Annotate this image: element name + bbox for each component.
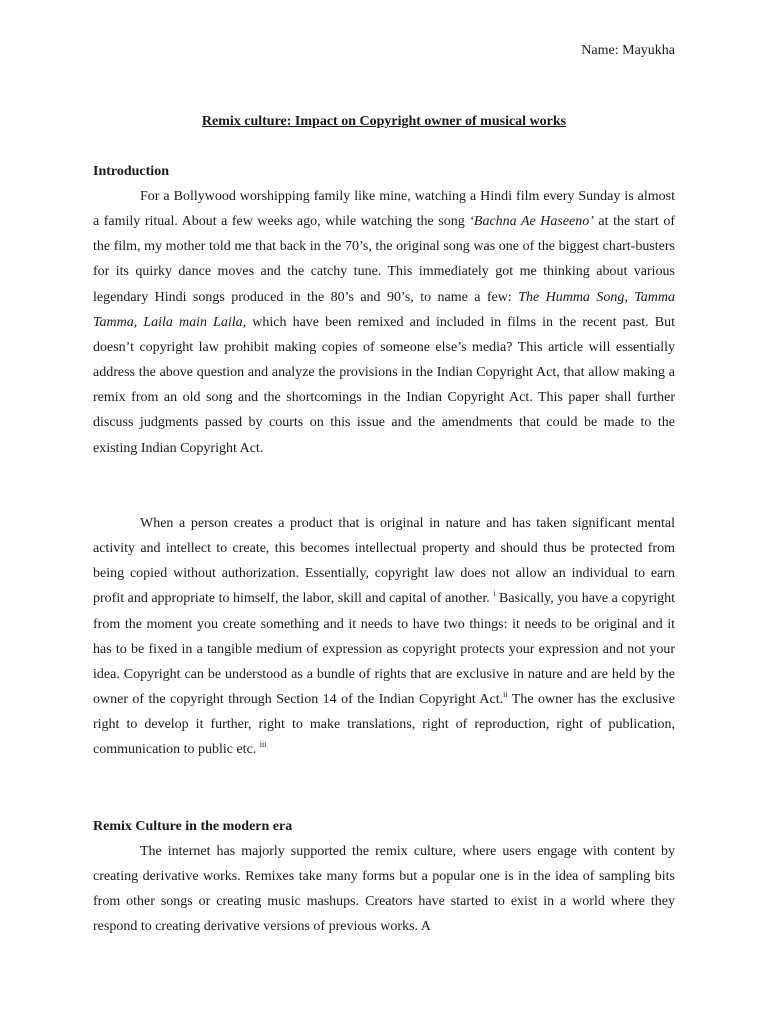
paragraph-text: For a Bollywood worshipping family like mine, watching a Hindi film every Sunday is almost a family ritual. About a few weeks ago, while watching the song [93, 189, 675, 230]
paragraph-text: Basically, you have a copyright from the moment you create something and it needs to have two things: it needs to be original and it has to be fixed in a tangible medium of expression as copyright protects your expression and not your idea. Copyright can be understood as a bundle of rights that are exclusive in nature and are held by the owner of the copyright through Section 14 of the Indian Copyright Act. [93, 591, 676, 708]
paragraph-text: The owner has the exclusive right to develop it further, right to make translations, right of reproduction, right of publication, communication to public etc. [93, 692, 675, 758]
song-list: The Humma Song, Tamma Tamma, Laila main Laila [93, 289, 675, 330]
paragraph-introduction-2 [93, 511, 675, 763]
paragraph-text: , which have been remixed and included in films in the recent past. But doesn’t copyright law prohibit making copies of someone else’s media? This article will essentially address the above question and analyze the provisions in the Indian Copyright Act, that allow making a remix from an old song and the shortcomings in the Indian Copyright Act. This paper shall further discuss judgments passed by courts on this issue and the amendments that could be made to the existing Indian Copyright Act. [93, 314, 675, 456]
footnote-marker[interactable]: iii [259, 740, 267, 750]
paragraph-remix-culture-1: The internet has majorly supported the remix culture, where users engage with content by creating derivative works. Remixes take many forms but a popular one is in the idea of sampling bits from other songs or creating music mashups. Creators have started to exist in a world where they respond to creating derivative versions of previous works. A [93, 844, 675, 935]
section-heading-remix-culture: Remix Culture in the modern era [93, 819, 293, 834]
paragraph-text: When a person creates a product that is original in nature and has taken significant mental activity and intellect to create, this becomes intellectual property and should thus be protected from being copied without authorization. Essentially, copyright law does not allow an individual to earn profit and appropriate to himself, the labor, skill and capital of another. [93, 516, 675, 607]
document-title: Remix culture: Impact on Copyright owner of musical works [201, 114, 567, 129]
footnote-marker[interactable]: i [493, 589, 496, 599]
song-title: ‘Bachna Ae Haseeno’ [469, 214, 594, 230]
paragraph-text: at the start of the film, my mother told me that back in the 70’s, the original song was one of the biggest chart-busters for its quirky dance moves and the catchy tune. This immediately got me thinking about various legendary Hindi songs produced in the 80’s and 90’s, to name a few: [93, 214, 675, 305]
section-heading-introduction: Introduction [93, 164, 169, 179]
footnote-marker[interactable]: ii [503, 690, 508, 700]
paragraph-introduction-1 [93, 184, 675, 461]
author-name: Name: Mayukha [581, 43, 675, 58]
document-page [93, 0, 675, 1024]
